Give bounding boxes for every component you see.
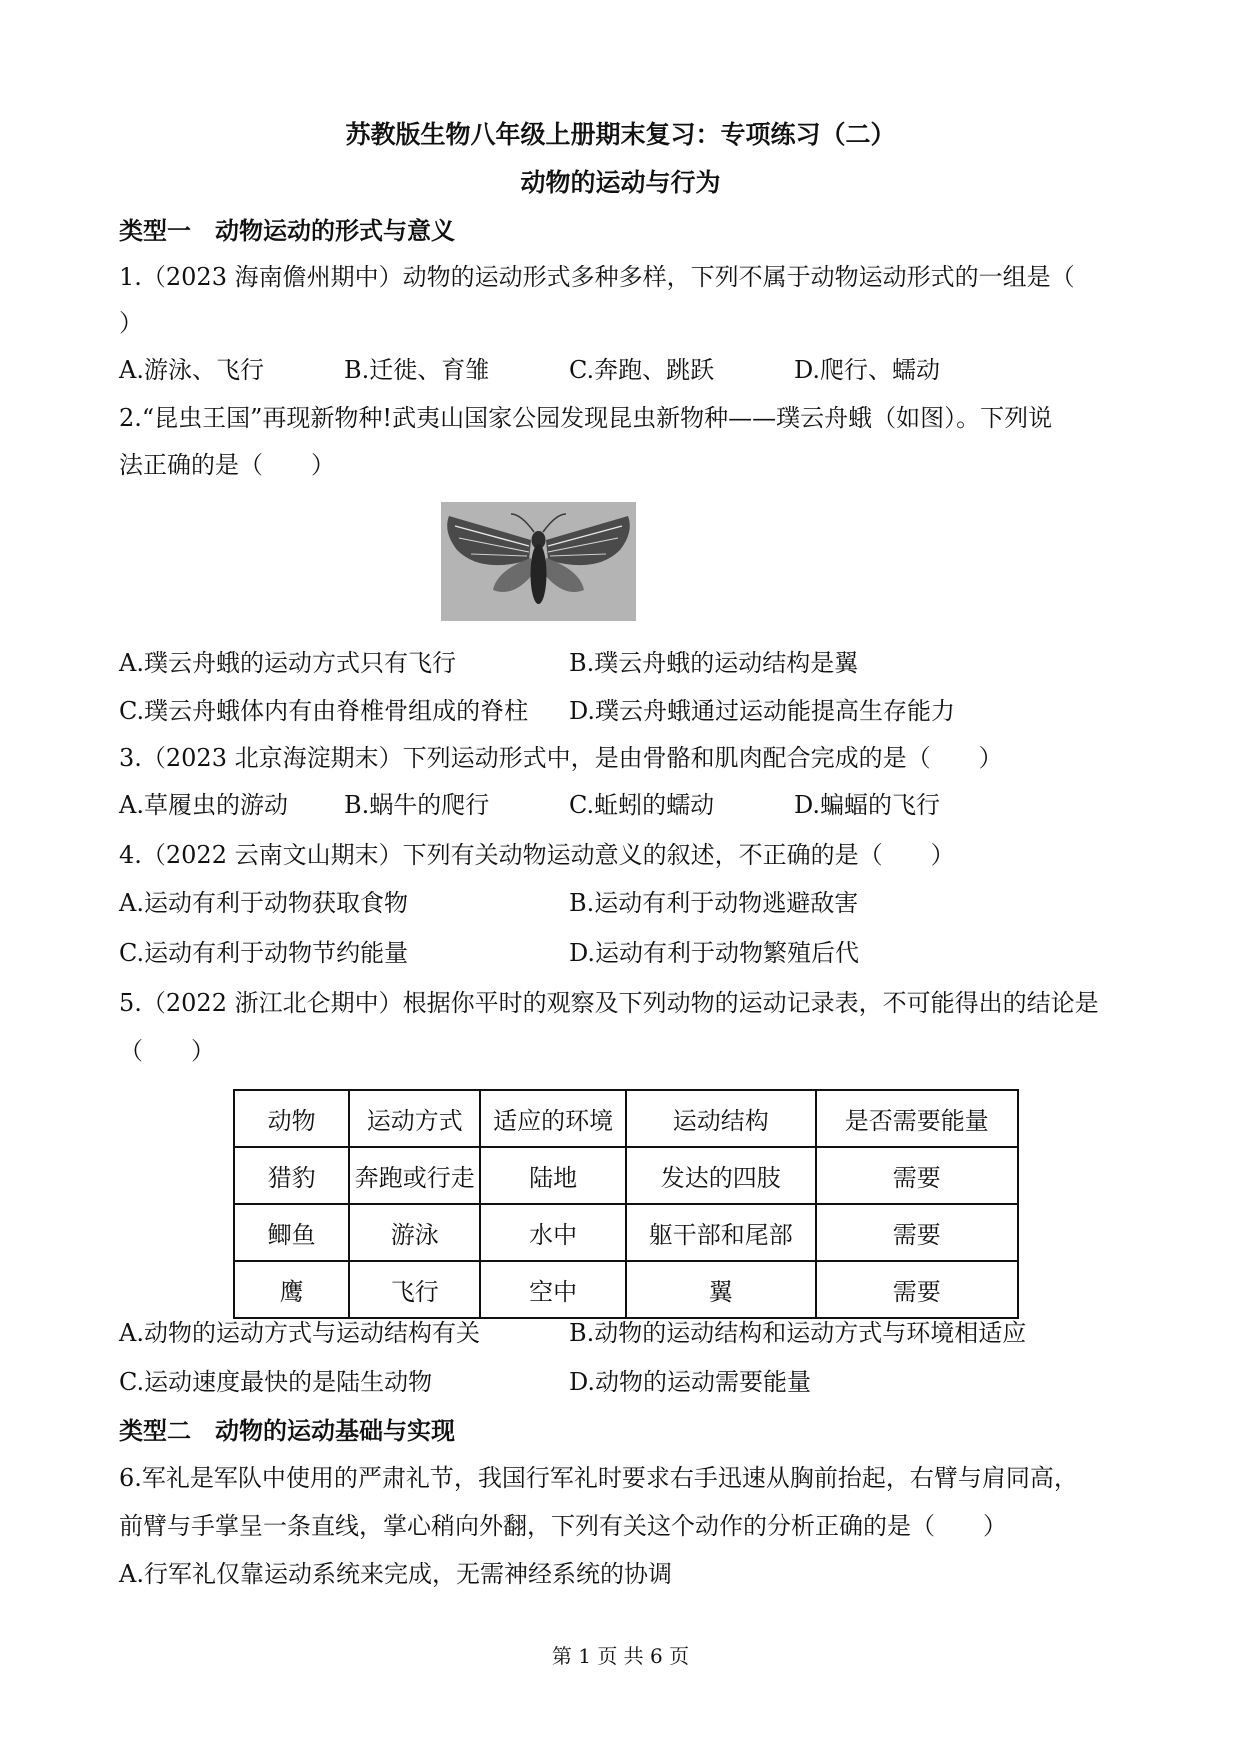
- option-b: B.蜗牛的爬行: [344, 791, 490, 819]
- option-b: B.动物的运动结构和运动方式与环境相适应: [569, 1319, 1027, 1347]
- option-d: D.爬行、蠕动: [794, 356, 941, 384]
- option-c: C.奔跑、跳跃: [569, 356, 715, 384]
- option-d: D.蝙蝠的飞行: [794, 791, 941, 819]
- section-heading-1: 类型一 动物运动的形式与意义: [119, 217, 455, 245]
- question-1-stem: 1.（2023 海南儋州期中）动物的运动形式多种多样，下列不属于动物运动形式的一组是（: [119, 263, 1075, 291]
- table-cell: 需要: [816, 1147, 1018, 1204]
- table-cell: 翼: [626, 1261, 816, 1318]
- option-c: C.璞云舟蛾体内有由脊椎骨组成的脊柱: [119, 697, 529, 725]
- option-b: B.迁徙、育雏: [344, 356, 490, 384]
- option-a: A.运动有利于动物获取食物: [119, 889, 408, 917]
- question-4-stem: 4.（2022 云南文山期末）下列有关动物运动意义的叙述，不正确的是（ ）: [119, 841, 955, 869]
- table-cell: 游泳: [349, 1204, 480, 1261]
- option-c: C.运动速度最快的是陆生动物: [119, 1368, 433, 1396]
- table-cell: 鹰: [234, 1261, 349, 1318]
- table-header-cell: 运动结构: [626, 1090, 816, 1147]
- option-a: A.草履虫的游动: [119, 791, 288, 819]
- question-2-stem: 2.“昆虫王国”再现新物种!武夷山国家公园发现昆虫新物种——璞云舟蛾（如图）。下列说: [119, 404, 1053, 432]
- moth-photo: [441, 502, 636, 621]
- question-3-stem: 3.（2023 北京海淀期末）下列运动形式中，是由骨骼和肌肉配合完成的是（ ）: [119, 744, 1003, 772]
- table-cell: 需要: [816, 1204, 1018, 1261]
- table-header-cell: 适应的环境: [480, 1090, 626, 1147]
- question-2-stem-cont: 法正确的是（ ）: [119, 451, 335, 479]
- question-5-stem-cont: （ ）: [119, 1037, 215, 1065]
- question-6-stem: 6.军礼是军队中使用的严肃礼节，我国行军礼时要求右手迅速从胸前抬起，右臂与肩同高，: [119, 1464, 1078, 1492]
- option-a: A.璞云舟蛾的运动方式只有飞行: [119, 649, 456, 677]
- section-heading-2: 类型二 动物的运动基础与实现: [119, 1417, 455, 1445]
- table-header-cell: 运动方式: [349, 1090, 480, 1147]
- page-subtitle: 动物的运动与行为: [520, 168, 721, 197]
- page-title: 苏教版生物八年级上册期末复习：专项练习（二）: [345, 120, 896, 149]
- option-c: C.蚯蚓的蠕动: [569, 791, 715, 819]
- table-cell: 鲫鱼: [234, 1204, 349, 1261]
- question-6-option-a: A.行军礼仅靠运动系统来完成，无需神经系统的协调: [119, 1560, 672, 1588]
- table-header-cell: 动物: [234, 1090, 349, 1147]
- table-cell: 飞行: [349, 1261, 480, 1318]
- option-b: B.璞云舟蛾的运动结构是翼: [569, 649, 859, 677]
- table-header-row: [234, 1090, 1018, 1147]
- option-d: D.运动有利于动物繁殖后代: [569, 939, 860, 967]
- table-cell: 奔跑或行走: [349, 1147, 480, 1204]
- option-b: B.运动有利于动物逃避敌害: [569, 889, 859, 917]
- table-cell: 需要: [816, 1261, 1018, 1318]
- option-c: C.运动有利于动物节约能量: [119, 939, 409, 967]
- movement-record-table: [233, 1089, 1019, 1319]
- option-a: A.游泳、飞行: [119, 356, 264, 384]
- option-d: D.璞云舟蛾通过运动能提高生存能力: [569, 697, 956, 725]
- table-row: [234, 1261, 1018, 1318]
- table-cell: 发达的四肢: [626, 1147, 816, 1204]
- table-cell: 陆地: [480, 1147, 626, 1204]
- table-cell: 躯干部和尾部: [626, 1204, 816, 1261]
- page-footer: 第 1 页 共 6 页: [551, 1644, 690, 1668]
- option-d: D.动物的运动需要能量: [569, 1368, 812, 1396]
- question-6-stem-cont: 前臂与手掌呈一条直线，掌心稍向外翻，下列有关这个动作的分析正确的是（ ）: [119, 1512, 1007, 1540]
- option-a: A.动物的运动方式与运动结构有关: [119, 1319, 480, 1347]
- table-cell: 水中: [480, 1204, 626, 1261]
- table-cell: 空中: [480, 1261, 626, 1318]
- table-row: [234, 1204, 1018, 1261]
- table-row: [234, 1147, 1018, 1204]
- table-header-cell: 是否需要能量: [816, 1090, 1018, 1147]
- table-cell: 猎豹: [234, 1147, 349, 1204]
- question-5-stem: 5.（2022 浙江北仑期中）根据你平时的观察及下列动物的运动记录表，不可能得出的结论是: [119, 989, 1099, 1017]
- question-1-stem-cont: ）: [119, 309, 143, 337]
- moth-illustration: [441, 502, 636, 621]
